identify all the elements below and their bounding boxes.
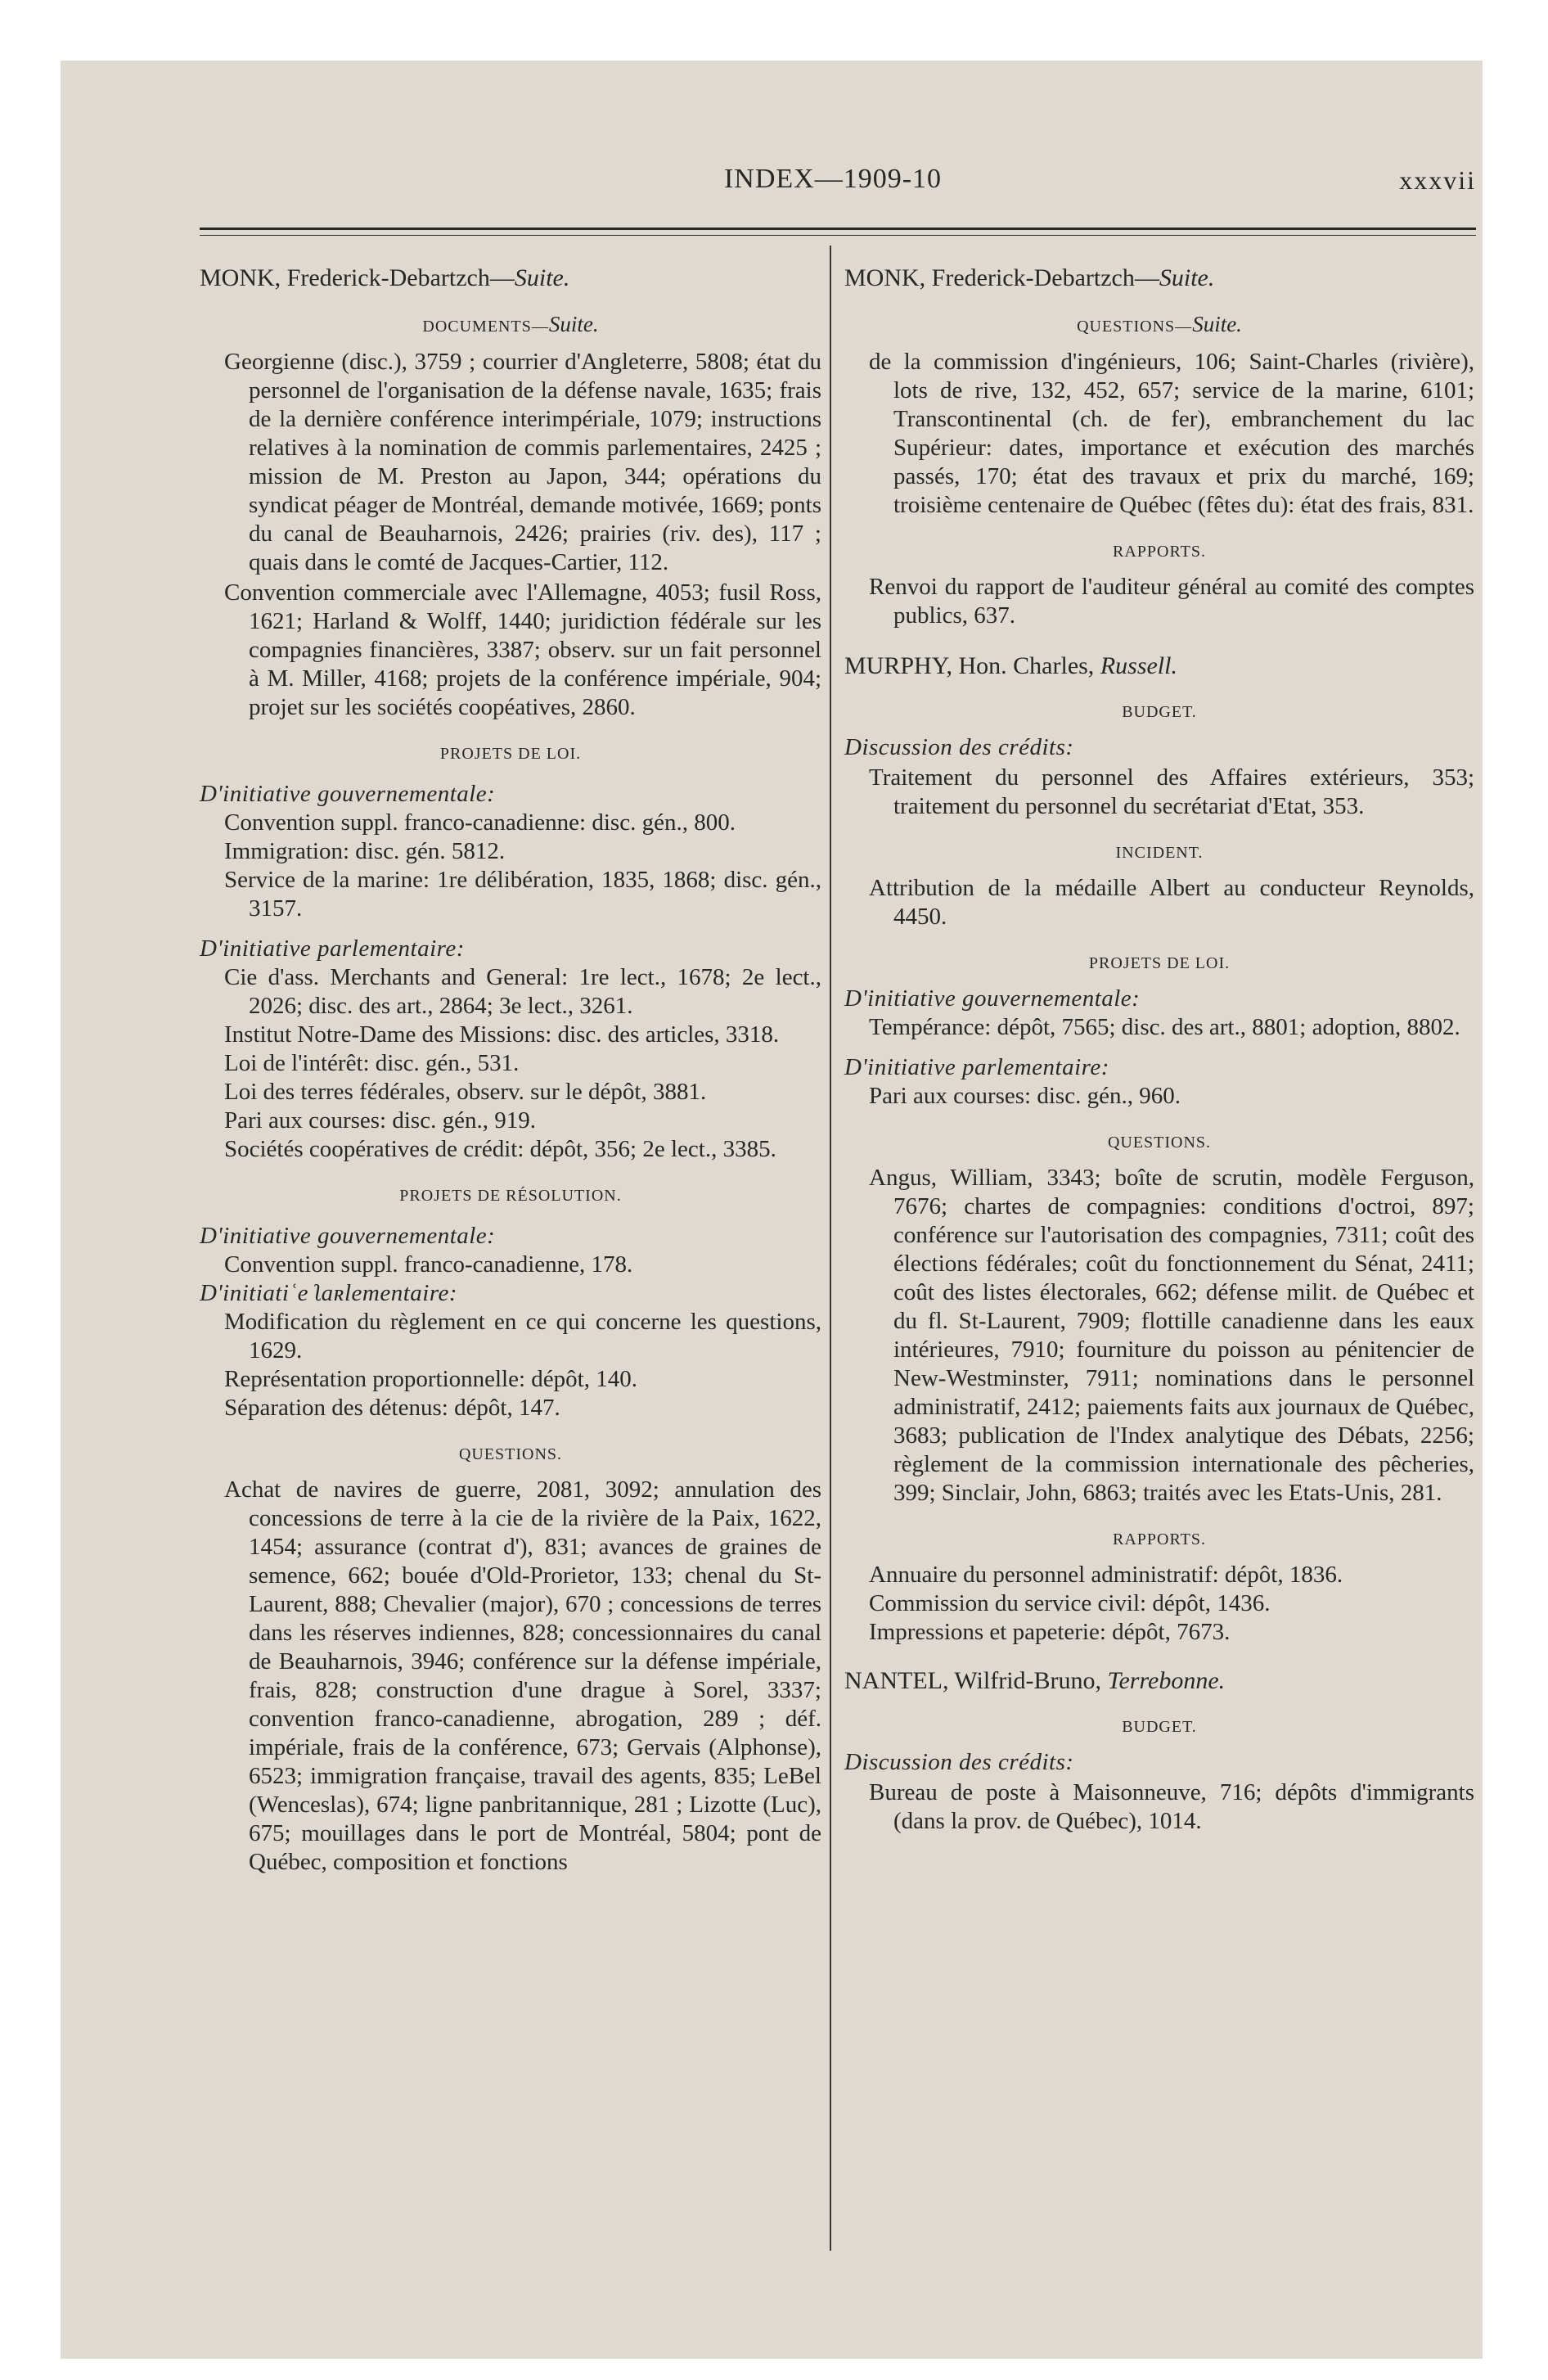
list-item: Cie d'ass. Merchants and General: 1re lect., 1678; 2e lect., 2026; disc. des art., 2864; 3e lect., 3261.: [224, 964, 821, 1019]
section-incident: INCIDENT.: [1115, 844, 1204, 862]
section-documents-suite: Suite.: [548, 312, 599, 336]
section-rapports: RAPPORTS.: [1113, 543, 1206, 561]
entry-riding: Terrebonne.: [1107, 1667, 1226, 1694]
budget-text: Bureau de poste à Maisonneuve, 716; dépôts d'immigrants (dans la prov. de Québec), 1014.: [869, 1779, 1474, 1834]
section-documents: [200, 310, 821, 341]
right-column: [844, 264, 1474, 1837]
scanned-page: [61, 61, 1483, 2359]
page-number: xxxvii: [1399, 165, 1476, 195]
list-item: Pari aux courses: disc. gén., 960.: [869, 1083, 1181, 1109]
section-questions-suite-label: Suite.: [1192, 312, 1242, 336]
incident-text: Attribution de la médaille Albert au conducteur Reynolds, 4450.: [869, 875, 1474, 930]
spacer: [844, 1647, 1474, 1666]
list-item: Tempérance: dépôt, 7565; disc. des art., 8801; adoption, 8802.: [869, 1014, 1460, 1040]
list-item: Commission du service civil: dépôt, 1436.: [869, 1590, 1271, 1616]
section-questions-suite: [844, 310, 1474, 341]
entry-riding: Russell.: [1100, 652, 1177, 679]
discussion-credits: Discussion des crédits:: [844, 734, 1074, 760]
documents-text-2: Convention commerciale avec l'Allemagne, 4053; fusil Ross, 1621; Harland & Wolff, 1440; juridiction fédérale sur les compagnies financières, 3387; observ. sur un fait personnel à M. Miller, 4168; projets de la conférence impériale, 904; projet sur les sociétés coopéatives, 2860.: [224, 579, 821, 720]
budget-text: Traitement du personnel des Affaires extérieurs, 353; traitement du personnel du secrétariat d'Etat, 353.: [869, 764, 1474, 819]
list-item: Loi de l'intérêt: disc. gén., 531.: [224, 1050, 520, 1076]
list-item: Sociétés coopératives de crédit: dépôt, 356; 2e lect., 3385.: [224, 1136, 776, 1162]
section-projets-de-loi: PROJETS DE LOI.: [439, 745, 582, 763]
list-item: Service de la marine: 1re délibération, 1835, 1868; disc. gén., 3157.: [224, 867, 821, 922]
entry-name-monk: [200, 264, 821, 292]
questions-text: Achat de navires de guerre, 2081, 3092; annulation des concessions de terre à la cie de la rivière de la Paix, 1622, 1454; assurance (contrat d'), 831; avances de graines de semence, 662; bouée d'Old-Prorietor, 133; chenal du St-Laurent, 888; Chevalier (major), 670 ; concessions de terres dans les réserves indiennes, 828; concessionnaires du canal de Beauharnois, 3946; conférence sur la défense impériale, frais, 828; construction d'une drague à Sorel, 3337; convention franco-canadienne, abrogation, 289 ; déf. impériale, frais de la conférence, 673; Gervais (Alphonse), 6523; immigration française, travail des agents, 835; LeBel (Wenceslas), 674; ligne panbritannique, 281 ; Lizotte (Luc), 675; mouillages dans le port de Montréal, 5804; pont de Québec, composition et fonctions: [224, 1476, 821, 1875]
initiative-parlementaire: D'initiative parlementaire:: [200, 935, 465, 962]
page-header-title: INDEX—1909-10: [723, 164, 943, 194]
header-rule-thin: [200, 235, 1476, 236]
discussion-credits: Discussion des crédits:: [844, 1749, 1074, 1775]
section-questions-label: QUESTIONS—: [1077, 318, 1193, 336]
section-projets-de-resolution: PROJETS DE RÉSOLUTION.: [399, 1187, 622, 1205]
entry-name-text: MONK, Frederick-Debartzch—: [200, 264, 515, 291]
list-item: Pari aux courses: disc. gén., 919.: [224, 1107, 536, 1134]
list-item: Institut Notre-Dame des Missions: disc. des articles, 3318.: [224, 1021, 780, 1048]
left-column: [200, 264, 821, 1878]
list-item: Annuaire du personnel administratif: dépôt, 1836.: [869, 1562, 1343, 1588]
list-item: Représentation proportionnelle: dépôt, 140.: [224, 1366, 637, 1392]
questions-text: Angus, William, 3343; boîte de scrutin, modèle Ferguson, 7676; chartes de compagnies: conditions d'octroi, 897; conférence sur l'autorisation des compagnies, 7311; coût des élections fédérales; coût du fonctionnement du Sénat, 2411; coût des listes électorales, 662; défense milit. de Québec et du fl. St-Laurent, 7909; flottille canadienne dans les eaux intérieures, 7910; fourniture du poisson au pénitencier de New-Westminster, 7911; nominations dans le personnel administratif, 2412; paiements faits aux journaux de Québec, 3683; publication de l'Index analytique des Débats, 2256; règlement de la commission internationale des pêcheries, 399; Sinclair, John, 6863; traités avec les Etats-Unis, 281.: [869, 1165, 1474, 1506]
questions-text: de la commission d'ingénieurs, 106; Saint-Charles (rivière), lots de rive, 132, 452, 657; service de la marine, 6101; Transcontinental (ch. de fer), embranchement du lac Supérieur: dates, importance et exécution des marchés passés, 170; état des travaux et prix du marché, 169; troisième centenaire de Québec (fêtes du): état des frais, 831.: [869, 349, 1474, 518]
section-documents-label: DOCUMENTS—: [422, 318, 549, 336]
initiative-gouvernementale: D'initiative gouvernementale:: [200, 1223, 496, 1249]
list-item: Immigration: disc. gén. 5812.: [224, 838, 506, 864]
entry-name-murphy: [844, 651, 1474, 680]
entry-name-text: MURPHY, Hon. Charles,: [844, 652, 1100, 679]
initiative-parlementaire: D'initiatiʿe ʅaʀlementaire:: [200, 1280, 458, 1306]
header-rule-thick: [200, 228, 1476, 230]
entry-suite: Suite.: [1159, 264, 1215, 291]
rapports-text: Renvoi du rapport de l'auditeur général au comité des comptes publics, 637.: [869, 574, 1474, 629]
entry-name-text: NANTEL, Wilfrid-Bruno,: [844, 1667, 1108, 1694]
section-budget: BUDGET.: [1122, 703, 1197, 721]
entry-suite: Suite.: [514, 264, 570, 291]
initiative-parlementaire: D'initiative parlementaire:: [844, 1054, 1109, 1080]
section-questions: QUESTIONS.: [458, 1445, 563, 1463]
list-item: Convention suppl. franco-canadienne: disc. gén., 800.: [224, 809, 736, 836]
list-item: Impressions et papeterie: dépôt, 7673.: [869, 1619, 1231, 1645]
entry-name-text: MONK, Frederick-Debartzch—: [844, 264, 1159, 291]
list-item: Modification du règlement en ce qui concerne les questions, 1629.: [224, 1309, 821, 1364]
list-item: Convention suppl. franco-canadienne, 178.: [224, 1251, 633, 1278]
entry-name-nantel: [844, 1666, 1474, 1695]
list-item: Loi des terres fédérales, observ. sur le dépôt, 3881.: [224, 1079, 707, 1105]
entry-name-monk: [844, 264, 1474, 292]
section-rapports: RAPPORTS.: [1113, 1530, 1206, 1548]
section-questions: QUESTIONS.: [1107, 1134, 1212, 1152]
documents-text: Georgienne (disc.), 3759 ; courrier d'Angleterre, 5808; état du personnel de l'organisation de la défense navale, 1635; frais de la dernière conférence interimpériale, 1079; instructions relatives à la nomination de commis parlementaires, 2425 ; mission de M. Preston au Japon, 344; opérations du syndicat péager de Montréal, demande motivée, 1669; ponts du canal de Beauharnois, 2426; prairies (riv. des), 117 ; quais dans le comté de Jacques-Cartier, 112.: [224, 349, 821, 575]
spacer: [844, 632, 1474, 651]
list-item: Séparation des détenus: dépôt, 147.: [224, 1395, 560, 1421]
initiative-gouvernementale: D'initiative gouvernementale:: [200, 781, 496, 807]
index-page: [183, 157, 1476, 2359]
section-budget: BUDGET.: [1122, 1718, 1197, 1736]
column-divider: [830, 246, 831, 2251]
initiative-gouvernementale: D'initiative gouvernementale:: [844, 985, 1141, 1012]
section-projets-de-loi: PROJETS DE LOI.: [1088, 954, 1231, 972]
